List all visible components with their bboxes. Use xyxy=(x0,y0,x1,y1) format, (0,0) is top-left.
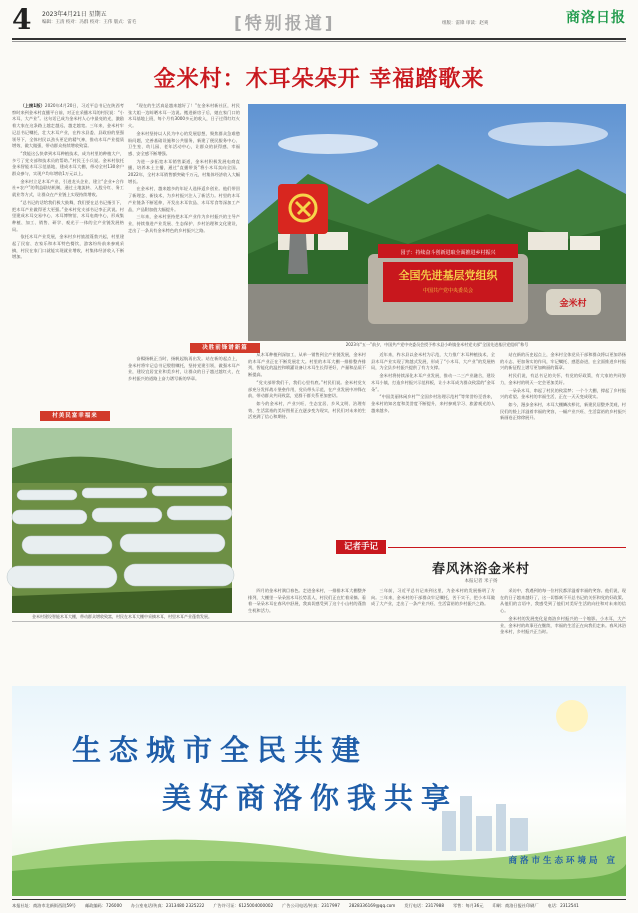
footer-item: 2828336169@qq.com xyxy=(348,903,396,908)
staff-credits-left: 编辑：王清 校对：冯群 校对：王伟 版式：雷毛 xyxy=(42,20,137,25)
article-paragraph: 采访中，我遇到的每一位村民都洋溢着幸福的笑容。他们说，现在的日子越来越好了，这一切都离不开总书记的关怀和党的好政策。从他们的言语中，我感受到了他们对美好生活的向往和对未来的信心。 xyxy=(500,588,626,614)
reporter-note-column-1 xyxy=(248,588,366,618)
article-paragraph: “我能这么快拿到木耳种植技术，成为村里的种植大户，多亏了党支部和技术员的帮助。”村民王小兵说。金米村依托金米智能木耳示范基地，建成木耳大棚，带动全村130余户群众参与，实现户均年增收1万元以上。 xyxy=(12,150,124,177)
masthead-rule-thin xyxy=(12,41,626,42)
reporter-note-column-3 xyxy=(500,588,626,635)
article-paragraph: 三年来，金米村坚持把木耳产业作为乡村振兴的主导产业，持续推进产业发展、生态保护、乡村治理和文化建设，走出了一条具有金米特色的乡村振兴之路。 xyxy=(128,214,240,233)
reporter-note-title: 春风沐浴金米村 xyxy=(431,562,530,577)
article-paragraph: 如今，漫步金米村，木耳大棚鳞次栉比，新建民居整齐美观，村民们的脸上洋溢着幸福的笑容，一幅产业兴旺、生活富裕的乡村振兴新画卷正徐徐展开。 xyxy=(500,401,626,421)
article-column-5 xyxy=(500,352,626,532)
footer-item: 印刷：商洛日报社印刷厂 xyxy=(492,903,539,908)
article-paragraph: 四月的金米村满目春色。走进金米村，一排排木耳大棚整齐排列，大棚里一朵朵黑木耳长势喜人，村民们正在忙着采摘。看着一朵朵木耳在春风中舒展，我真切感受到了这个小山村的蓬勃生机和活力。 xyxy=(248,588,366,614)
village-scene-illustration xyxy=(248,104,626,341)
article-paragraph: “中国美丽休闲乡村”“全国乡村治理示范村”等荣誉纷至沓来，金米村的知名度和美誉度不断提升，来村参观学习、旅游观光的人越来越多。 xyxy=(371,394,495,413)
article-paragraph: （上接1版）2020年4月20日，习近平总书记在陕西考察时来到金米村直播平台前，对正在采播木耳的村民说：“小木耳，大产业”。这句话已成为金米村人心中最亮的光，激励着大家在这条路上越走越远，越走越宽。三年来，金米村牢记总书记嘱托，壮大木耳产业，在柞水县委、县政府的坚强领导下，全体村民以劲头更足的精气神，推动木耳产业提质增效、做大做强，带动群众持续增收致富。 xyxy=(12,103,124,149)
masthead-rule xyxy=(12,38,626,40)
page-footer xyxy=(12,899,626,911)
article-paragraph: “总书记的话给我们极大鼓舞，我们要在总书记指引下，把木耳产业做得更大更强。”金米村党支部书记李正武说。村里建成木耳交易中心、木耳博物馆、木耳电商中心，形成集种植、加工、销售、研学、观光于一体的全产业链发展格局。 xyxy=(12,199,124,232)
article-column-3 xyxy=(248,352,366,532)
article-paragraph: 三年前，习近平总书记来到这里，为金米村的发展指明了方向。三年来，金米村的干部群众牢记嘱托，苦干实干，把小木耳做成了大产业，走出了一条产业兴旺、生活富裕的乡村振兴之路。 xyxy=(371,588,495,607)
ad-sponsor: 商洛市生态环境局 宣 xyxy=(508,856,618,866)
article-paragraph: “党支部带我们干，我们心里有底。”村民们说。金米村党支部充分发挥战斗堡垒作用，党员带头示范，在产业发展中冲锋在前，带动群众共同致富，党群干群关系更加密切。 xyxy=(248,379,366,399)
ad-slogan-line-2: 美好商洛你我共享 xyxy=(162,781,459,815)
public-service-ad xyxy=(12,686,626,896)
mushroom-greenhouse-photo xyxy=(12,428,232,613)
article-paragraph: 依托木耳产业发展，金米村乡村旅游蓬勃兴起，村里建起了民宿、农家乐和木耳特色餐饮，游客纷纷前来参观采摘，村民在家门口就能实现就业增收，村集体经济收入不断增加。 xyxy=(12,234,124,260)
article-paragraph: 近年来，柞水县以金米村为示范，大力推广木耳种植技术，全县木耳产业实现了跨越式发展，形成了“小木耳、大产业”的发展格局，为全县乡村振兴提供了有力支撑。 xyxy=(371,352,495,371)
article-paragraph: 为进一步拓宽木耳销售渠道，金米村积极发展电商直播，培养本土主播，通过“直播带货”将小木耳卖向全国。2022年，全村木耳销售额突破千万元，村集体经济收入大幅增长。 xyxy=(128,158,240,184)
footer-item: 电话：2312541 xyxy=(547,903,579,908)
article-paragraph: 金米村的发展变化是商洛乡村振兴的一个缩影。小木耳，大产业，金米村的故事还在继续，幸福的生活正在向我们走来。春风沐浴金米村，乡村振兴正当时。 xyxy=(500,615,626,635)
greenhouse-illustration xyxy=(12,428,232,613)
article-paragraph: 金米村坚持以人民为中心的发展思想，聚焦群众急难愁盼问题，完善基础设施和公共服务，新建了便民服务中心、卫生室、幼儿园、老年活动中心，让群众的获得感、幸福感、安全感不断增强。 xyxy=(128,130,240,156)
footer-item: 广告许可证：6125004000002 xyxy=(213,903,274,908)
article-paragraph: 奋楫扬帆正当时，扬帆起航再出发。站在新的起点上，金米村将牢记总书记殷殷嘱托，坚持党建引领，做强木耳产业，建设宜居宜业和美乡村，让群众的日子越过越红火，在乡村振兴的道路上奋力谱写新的华章。 xyxy=(128,356,240,382)
subhead-box-2: 决胜前锋谱新篇 xyxy=(190,343,260,353)
banner-slogan-text: 园子：持续奋斗创新进取全面推进乡村振兴 xyxy=(400,250,496,256)
article-paragraph: 站在新的历史起点上，金米村全体党员干部和群众将以更加昂扬的斗志、更加务实的作风，牢记嘱托、感恩奋进，在全面推进乡村振兴的新征程上谱写更加绚丽的篇章。 xyxy=(500,352,626,371)
staff-credits-right: 组版：雷锋 审读：赵爽 xyxy=(442,21,489,26)
footer-item: 办公室电话/传真：2313480 2325222 xyxy=(130,903,205,908)
page-number: 4 xyxy=(12,3,32,36)
reporter-note-column-2 xyxy=(371,588,495,618)
article-headline: 金米村：木耳朵朵开 幸福踏歌来 xyxy=(153,67,485,92)
subhead-box-1: 村美民富幸福来 xyxy=(40,411,110,421)
photo-main-caption: 2023年“五一”前夕，中国共产党中央委员会授予柞水县小岭镇金米村党支部“全国先进基层党组织”称号 xyxy=(345,342,529,347)
reporter-note-tag: 记者手记 xyxy=(336,540,386,554)
article-paragraph: 金米村立足木耳产业，引进龙头企业，建立“企业+合作社+农户”的利益联结机制，通过土地流转、入股分红、务工就业等方式，让群众在产业链上实现持续增收。 xyxy=(12,178,124,198)
article-paragraph: 村民们说，有总书记的关怀，有党的好政策，有大家的共同努力，金米村的明天一定会更加美好。 xyxy=(500,373,626,385)
ad-slogan-line-1: 生态城市全民共建 xyxy=(72,733,369,767)
award-sign-issuer: 中国共产党中央委员会 xyxy=(422,288,474,294)
lead-tag: （上接1版） xyxy=(20,103,45,108)
article-paragraph: 在金米村，越来越多的年轻人选择返乡创业。他们带回了新理念、新技术，为乡村振兴注入了新活力。村里的木耳产业链条不断延伸，开发出木耳饮品、木耳零食等深加工产品，产品附加值大幅提升。 xyxy=(128,186,240,212)
article-paragraph: “现在的生活真是越来越好了！”在金米村新社区，村民张大姐一边晾晒木耳一边说。搬进新房子后，她在家门口的木耳基地上班，每个月有3000多元的收入，日子过得红红火火。 xyxy=(128,103,240,129)
footer-item: 广告公司电话/传真：2317997 xyxy=(282,903,340,908)
article-paragraph: 从木耳种植到深加工，从单一销售到全产业链发展，金米村的木耳产业正在不断发展壮大。村里的木耳大棚一排排整齐排列，智能化的温控和喷灌设备让木耳生长得更好，产量和品质不断提高。 xyxy=(248,352,366,378)
footer-item: 邮政编码：726000 xyxy=(84,903,122,908)
issue-date: 2023年4月21日 星期五 xyxy=(42,11,107,18)
article-column-2b xyxy=(128,356,240,426)
article-paragraph: 一朵朵木耳，串起了村民的致富梦；一个个大棚，撑起了乡村振兴的希望。金米村的幸福生活，正在一天天变成现实。 xyxy=(500,387,626,400)
award-sign-text: 全国先进基层党组织 xyxy=(398,269,498,282)
reporter-note-byline: 本报记者 米子扬 xyxy=(464,579,498,584)
village-stone-text: 金米村 xyxy=(559,299,587,309)
section-divider xyxy=(12,621,626,622)
article-column-2 xyxy=(128,103,240,365)
footer-item: 发行电话：2317988 xyxy=(404,903,444,908)
article-column-4 xyxy=(371,352,495,532)
newspaper-logo: 商洛日报 xyxy=(566,10,626,26)
footer-item: 零售：每月36元 xyxy=(452,903,484,908)
party-branch-photo xyxy=(248,104,626,341)
article-column-1 xyxy=(12,103,124,421)
reporter-note-rule xyxy=(388,547,626,548)
article-paragraph: 如今的金米村，产业兴旺、生态宜居、乡风文明、治理有效、生活富裕的美好图景正在逐步变为现实，村民们对未来的生活充满了信心和期待。 xyxy=(248,400,366,420)
article-paragraph: 金米村将持续深化木耳产业发展，推动一二三产业融合，建设木耳小镇，打造乡村振兴示范样板，让小木耳成为群众致富的“金耳朵”。 xyxy=(371,373,495,392)
section-title: [特别报道] xyxy=(234,14,336,34)
photo-small-caption: 金米村建设智能木耳大棚，带动群众增收致富，村民在木耳大棚中采摘木耳，村里木耳产业蓬勃发展。 xyxy=(32,614,212,619)
masthead xyxy=(12,4,626,38)
footer-item: 本报社址：商洛市北新街西段59号 xyxy=(12,903,76,908)
